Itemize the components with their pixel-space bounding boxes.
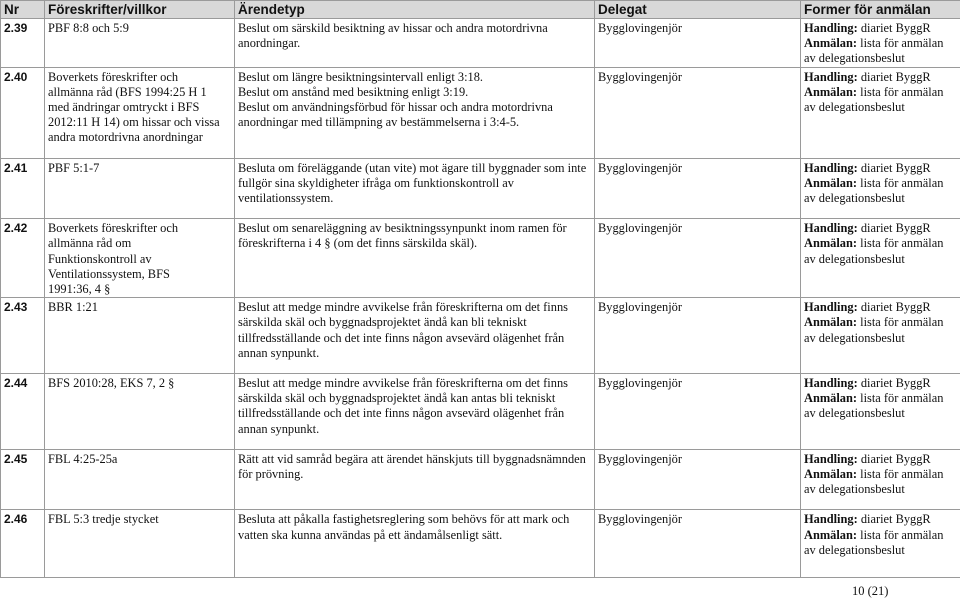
handling-label: Handling: (804, 69, 858, 84)
anmalan-text: lista för anmälan (860, 236, 944, 251)
header-arendetyp: Ärendetyp (235, 1, 595, 19)
row-foreskrift: Boverkets föreskrifter och allmänna råd om Funktionskontroll av Ventilationssystem, BFS 1991:36, 4 § (45, 219, 235, 298)
delegation-text: av delegationsbeslut (804, 330, 905, 345)
handling-text: diariet ByggR (860, 451, 931, 466)
row-delegat: Bygglovingenjör (595, 298, 801, 361)
row-former (801, 298, 960, 361)
handling-text: diariet ByggR (860, 69, 931, 84)
row-delegat: Bygglovingenjör (595, 19, 801, 68)
delegation-text: av delegationsbeslut (804, 100, 905, 115)
anmalan-label: Anmälan: (804, 84, 858, 99)
anmalan-text: lista för anmälan (860, 315, 944, 330)
handling-label: Handling: (804, 160, 858, 175)
delegation-text: av delegationsbeslut (804, 406, 905, 421)
handling-text: diariet ByggR (860, 221, 931, 236)
row-nr: 2.40 (1, 67, 45, 146)
delegation-text: av delegationsbeslut (804, 51, 905, 66)
anmalan-label: Anmälan: (804, 315, 858, 330)
table-row (1, 219, 960, 298)
row-arende: Beslut om särskild besiktning av hissar och andra motordrivna anordningar. (235, 19, 595, 68)
row-arende: Besluta att påkalla fastighetsreglering som behövs för att mark och vatten ska kunna användas på ett ändamålsenligt sätt. (235, 510, 595, 558)
row-foreskrift: FBL 5:3 tredje stycket (45, 510, 235, 558)
handling-text: diariet ByggR (860, 160, 931, 175)
table-row (1, 158, 960, 206)
handling-text: diariet ByggR (860, 512, 931, 527)
row-foreskrift: BBR 1:21 (45, 298, 235, 361)
row-nr: 2.46 (1, 510, 45, 558)
header-former: Former för anmälan (801, 1, 960, 19)
table-row (1, 374, 960, 437)
row-nr: 2.39 (1, 19, 45, 68)
table-row (1, 510, 960, 558)
row-foreskrift: FBL 4:25-25a (45, 449, 235, 497)
header-delegat: Delegat (595, 1, 801, 19)
row-arende (235, 67, 595, 146)
row-delegat: Bygglovingenjör (595, 510, 801, 558)
header-nr: Nr (1, 1, 45, 19)
delegation-text: av delegationsbeslut (804, 542, 905, 557)
row-foreskrift: BFS 2010:28, EKS 7, 2 § (45, 374, 235, 437)
row-delegat: Bygglovingenjör (595, 449, 801, 497)
row-arende: Rätt att vid samråd begära att ärendet hänskjuts till byggnadsnämnden för prövning. (235, 449, 595, 497)
arende-line: Beslut om anstånd med besiktning enligt 3:19. (238, 84, 469, 99)
row-nr: 2.42 (1, 219, 45, 298)
row-delegat: Bygglovingenjör (595, 219, 801, 298)
handling-label: Handling: (804, 451, 858, 466)
arende-line: Beslut om längre besiktningsintervall enligt 3:18. (238, 69, 484, 84)
row-nr: 2.44 (1, 374, 45, 437)
anmalan-text: lista för anmälan (860, 391, 944, 406)
table-row (1, 449, 960, 497)
row-former (801, 510, 960, 558)
anmalan-text: lista för anmälan (860, 467, 944, 482)
anmalan-label: Anmälan: (804, 236, 858, 251)
table-row (1, 67, 960, 146)
anmalan-label: Anmälan: (804, 36, 858, 51)
handling-text: diariet ByggR (860, 21, 931, 35)
anmalan-label: Anmälan: (804, 467, 858, 482)
row-delegat: Bygglovingenjör (595, 158, 801, 206)
anmalan-label: Anmälan: (804, 391, 858, 406)
row-former (801, 67, 960, 146)
row-delegat: Bygglovingenjör (595, 374, 801, 437)
row-delegat: Bygglovingenjör (595, 67, 801, 146)
row-arende: Besluta om föreläggande (utan vite) mot ägare till byggnader som inte fullgör sina skyldigheter ifråga om funktionskontroll av ventilationssystem. (235, 158, 595, 206)
row-foreskrift: PBF 8:8 och 5:9 (45, 19, 235, 68)
handling-label: Handling: (804, 376, 858, 391)
handling-text: diariet ByggR (860, 300, 931, 315)
row-foreskrift: Boverkets föreskrifter och allmänna råd (BFS 1994:25 H 1 med ändringar omtryckt i BFS 2012:11 H 14) om hissar och vissa andra motordrivna anordningar (45, 67, 235, 146)
anmalan-text: lista för anmälan (860, 175, 944, 190)
anmalan-label: Anmälan: (804, 527, 858, 542)
handling-label: Handling: (804, 300, 858, 315)
handling-text: diariet ByggR (860, 376, 931, 391)
row-arende: Beslut att medge mindre avvikelse från föreskrifterna om det finns särskilda skäl och byggnadsprojektet ändå kan bli tekniskt tillfredsställande och det inte finns någon avsevärd olägenhet från annan synpunkt. (235, 298, 595, 361)
table-header-row (1, 1, 960, 19)
row-arende: Beslut om senareläggning av besiktningssynpunkt inom ramen för föreskrifterna i 4 § (om det finns särskilda skäl). (235, 219, 595, 298)
row-foreskrift: PBF 5:1-7 (45, 158, 235, 206)
anmalan-label: Anmälan: (804, 175, 858, 190)
delegation-text: av delegationsbeslut (804, 191, 905, 206)
delegation-text: av delegationsbeslut (804, 482, 905, 497)
row-former (801, 449, 960, 497)
row-nr: 2.43 (1, 298, 45, 361)
row-arende: Beslut att medge mindre avvikelse från föreskrifterna om det finns särskilda skäl och byggnadsprojektet ändå kan antas bli tekniskt tillfredsställande och det inte finns någon avsevärd olägenhet från annan synpunkt. (235, 374, 595, 437)
header-foreskrift: Föreskrifter/villkor (45, 1, 235, 19)
handling-label: Handling: (804, 221, 858, 236)
row-former (801, 219, 960, 298)
row-nr: 2.45 (1, 449, 45, 497)
table-row (1, 19, 960, 68)
row-former (801, 19, 960, 68)
delegation-text: av delegationsbeslut (804, 251, 905, 266)
row-nr: 2.41 (1, 158, 45, 206)
anmalan-text: lista för anmälan (860, 84, 944, 99)
page-number: 10 (21) (852, 584, 889, 598)
handling-label: Handling: (804, 21, 858, 35)
row-former (801, 374, 960, 437)
table-row (1, 298, 960, 361)
arende-line: Beslut om användningsförbud för hissar och andra motordrivna anordningar med tillämpning av bestämmelserna i 3:4-5. (238, 100, 553, 130)
row-former (801, 158, 960, 206)
anmalan-text: lista för anmälan (860, 36, 944, 51)
handling-label: Handling: (804, 512, 858, 527)
anmalan-text: lista för anmälan (860, 527, 944, 542)
